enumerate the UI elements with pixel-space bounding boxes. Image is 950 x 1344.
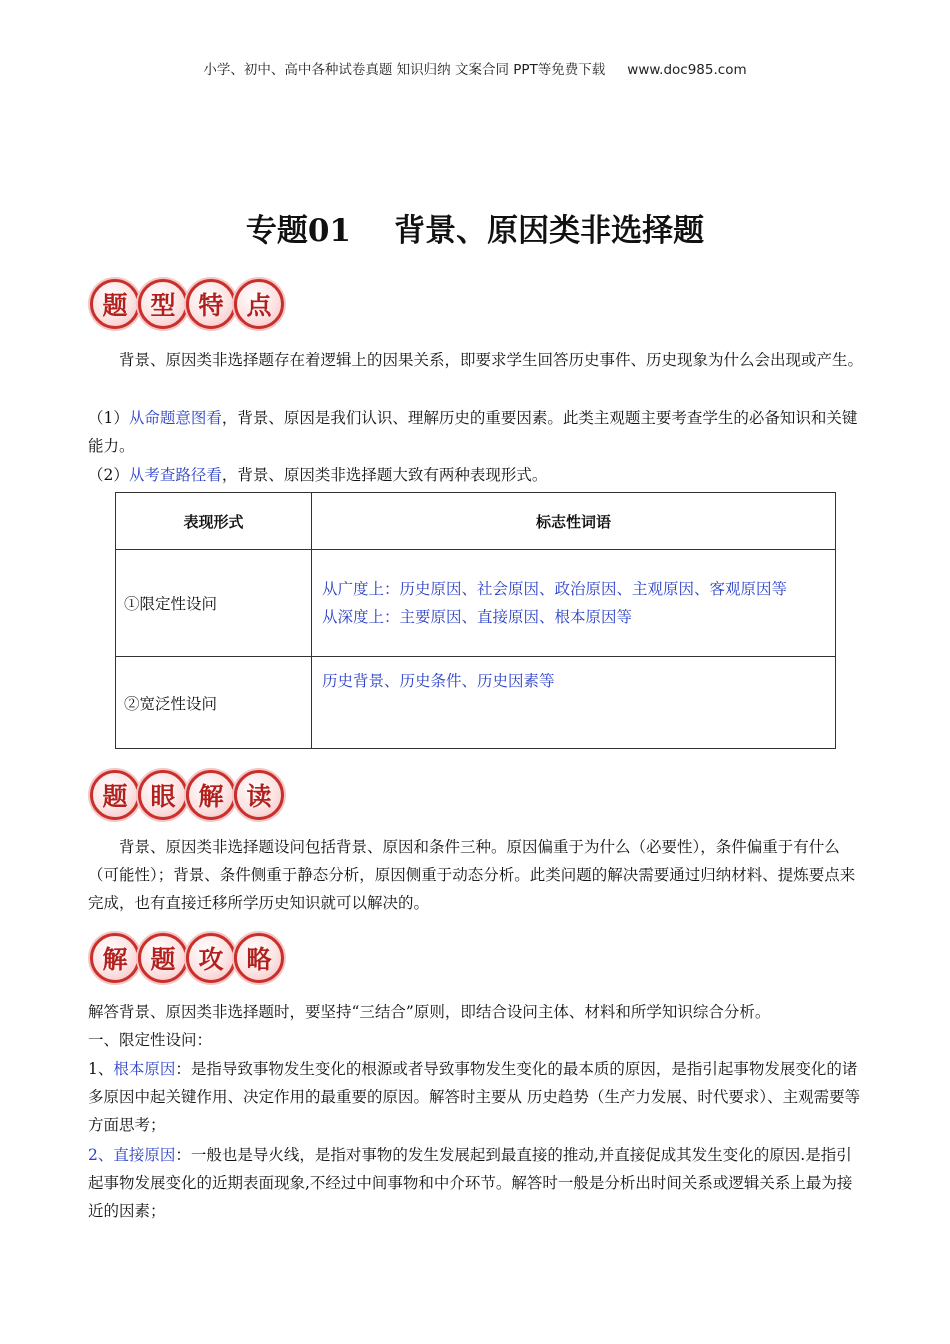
item-term: 根本原因 [113,1060,176,1078]
table-row [116,550,836,657]
badge-strategy [90,933,282,983]
item-number: 1、 [88,1060,114,1078]
badge-char: 眼 [138,770,188,820]
features-point-2 [88,461,863,489]
badge-char: 型 [138,279,188,329]
point-text: ，背景、原因是我们认识、理解历史的重要因素。此类主观题主要考查学生的必备知识和关键能力。 [88,409,858,455]
table-header-row [116,493,836,550]
table-row [116,657,836,749]
table-cell-keywords [312,657,836,749]
features-point-1 [88,404,863,460]
keyword-line: 从广度上：历史原因、社会原因、政治原因、主观原因、客观原因等 [322,580,788,598]
point-highlight: 从命题意图看 [128,409,222,427]
table-header: 标志性词语 [312,493,836,550]
badge-char: 题 [90,279,140,329]
strategy-section-heading: 一、限定性设问： [88,1031,213,1049]
badge-char: 攻 [186,933,236,983]
header-url[interactable]: www.doc985.com [627,62,747,78]
badge-char: 读 [234,770,284,820]
badge-char: 解 [186,770,236,820]
point-prefix: （2） [88,466,129,484]
point-text: ，背景、原因类非选择题大致有两种表现形式。 [221,466,548,484]
item-text: ：是指导致事物发生变化的根源或者导致事物发生变化的最本质的原因，是指引起事物发展变化的诸多原因中起关键作用、决定作用的最重要的原因。解答时主要从 历史趋势（生产力发展、时代要求）、主观需要等方面思考； [88,1060,861,1134]
point-highlight: 从考查路径看 [128,466,222,484]
badge-reading [90,770,282,820]
features-intro: 背景、原因类非选择题存在着逻辑上的因果关系，即要求学生回答历史事件、历史现象为什么会出现或产生。 [119,351,864,369]
forms-table [115,492,836,749]
badge-char: 特 [186,279,236,329]
badge-char: 题 [90,770,140,820]
item-text: ：一般也是导火线，是指对事物的发生发展起到最直接的推动,并直接促成其发生变化的原因.是指引起事物发展变化的近期表面现象,不经过中间事物和中介环节。解答时一般是分析出时间关系或逻辑关系上最为接近的因素； [88,1146,853,1220]
badge-char: 略 [234,933,284,983]
keyword-line: 历史背景、历史条件、历史因素等 [322,672,555,690]
page-header [0,58,950,78]
keyword-line: 从深度上：主要原因、直接原因、根本原因等 [322,608,633,626]
badge-char: 题 [138,933,188,983]
badge-char: 点 [234,279,284,329]
strategy-intro: 解答背景、原因类非选择题时，要坚持“三结合”原则，即结合设问主体、材料和所学知识综合分析。 [88,1003,771,1021]
table-header: 表现形式 [116,493,312,550]
point-prefix: （1） [88,409,129,427]
strategy-item-2 [88,1141,863,1225]
page-title: 专题01 背景、原因类非选择题 [245,213,705,249]
reading-text: 背景、原因类非选择题设问包括背景、原因和条件三种。原因偏重于为什么（必要性），条件偏重于有什么（可能性）；背景、条件侧重于静态分析，原因侧重于动态分析。此类问题的解决需要通过归纳材料、提炼要点来完成，也有直接迁移所学历史知识就可以解决的。 [88,838,856,912]
item-term: 2、直接原因 [88,1146,176,1164]
table-cell-form: ①限定性设问 [116,550,312,657]
table-cell-form: ②宽泛性设问 [116,657,312,749]
header-text: 小学、初中、高中各种试卷真题 知识归纳 文案合同 PPT等免费下载 [203,62,606,78]
badge-char: 解 [90,933,140,983]
strategy-item-1 [88,1055,863,1139]
badge-features [90,279,282,329]
table-cell-keywords [312,550,836,657]
